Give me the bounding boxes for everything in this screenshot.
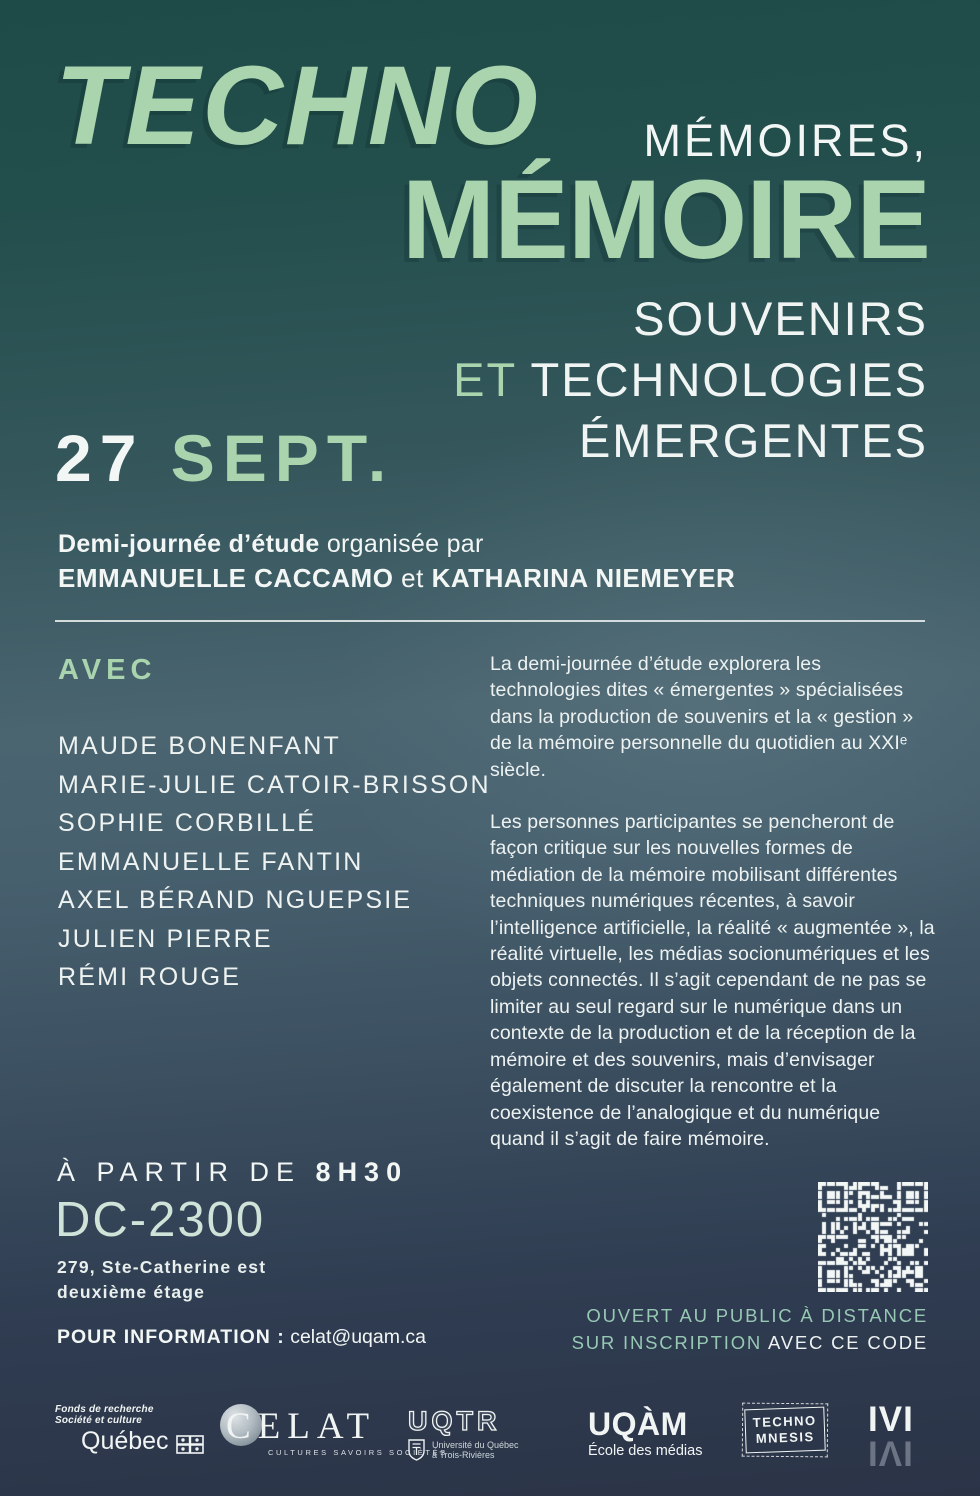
- tagline-technologies: TECHNOLOGIES: [516, 353, 928, 406]
- start-time-value: 8H30: [315, 1157, 409, 1187]
- uqtr-wordmark: UQTR: [408, 1406, 501, 1436]
- subtitle-memoires: MÉMOIRES,: [643, 115, 928, 166]
- organizers-line: [58, 561, 735, 595]
- contact-label: POUR INFORMATION :: [57, 1326, 285, 1348]
- contact-info: [57, 1326, 426, 1349]
- tagline-line1: SOUVENIRS: [633, 292, 928, 345]
- event-type: Demi-journée d’étude: [58, 530, 320, 558]
- technomnesis-line1: TECHNO: [752, 1412, 817, 1431]
- remote-line2-accent: SUR INSCRIPTION: [571, 1332, 763, 1353]
- event-date: [55, 421, 395, 495]
- organizer-connector: et: [393, 563, 432, 593]
- description-paragraph-2: Les personnes participantes se pencheront de façon critique sur les nouvelles formes de médiation de la mémoire mobilisant différentes techniques numériques récentes, à savoir l’intelligence artificielle, la réalité « augmentée », la réalité virtuelle, les médias socionumériques et les objets connectés. Il s’agit cependant de ne pas se limiter au seul regard sur le numérique dans un contexte de la production et de la réception de la mémoire et des souvenirs, mais d’envisager également de discuter la rencontre et la coexistence de l’analogique et du numérique quand il s’agit de faire mémoire.: [490, 811, 935, 1150]
- uqam-logo: [588, 1408, 702, 1459]
- technomnesis-line2: MNESIS: [755, 1428, 815, 1447]
- tagline: [453, 288, 928, 471]
- date-month: SEPT.: [170, 421, 395, 495]
- celat-subtitle: CULTURES SAVOIRS SOCIÉTÉS: [268, 1448, 448, 1457]
- speaker-name: MAUDE BONENFANT: [58, 732, 342, 760]
- address-line2: deuxième étage: [57, 1282, 206, 1302]
- technomnesis-logo: [745, 1408, 825, 1452]
- title-memoire: MÉMOIRE: [401, 157, 930, 282]
- start-time-label: À PARTIR DE: [57, 1157, 316, 1187]
- uqtr-logo: [408, 1408, 519, 1461]
- ivi-reflection: IVI: [868, 1433, 914, 1472]
- organizer-2: KATHARINA NIEMEYER: [431, 563, 736, 593]
- contact-email: celat@uqam.ca: [284, 1326, 426, 1348]
- description-paragraph-1: La demi-journée d’étude explorera les technologies dites « émergentes » spécialisées dans la production de souvenirs et la « gestion » de la mémoire personnelle du quotidien au XXIᵉ siècle.: [490, 653, 914, 781]
- speaker-name: AXEL BÉRAND NGUEPSIE: [58, 886, 413, 914]
- remote-line1: OUVERT AU PUBLIC À DISTANCE: [586, 1305, 928, 1326]
- address-line1: 279, Ste-Catherine est: [57, 1257, 267, 1277]
- organized-by-line: [58, 527, 484, 561]
- qr-code: [818, 1182, 928, 1292]
- ivi-logo: [868, 1400, 914, 1472]
- organizer-1: EMMANUELLE CACCAMO: [58, 563, 394, 593]
- speakers-heading: AVEC: [58, 654, 157, 686]
- title-techno: TECHNO: [55, 43, 540, 168]
- speaker-name: RÉMI ROUGE: [58, 963, 242, 991]
- celat-wordmark: CELAT: [226, 1406, 377, 1447]
- tagline-line3: ÉMERGENTES: [578, 414, 928, 467]
- room-number: DC-2300: [55, 1193, 266, 1247]
- organized-by-text: organisée par: [319, 530, 484, 558]
- remote-line2: [572, 1329, 928, 1356]
- speaker-name: SOPHIE CORBILLÉ: [58, 809, 317, 837]
- ivi-wordmark: IVI: [868, 1400, 914, 1439]
- uqtr-subtitle: Université du Québec à Trois-Rivières: [432, 1439, 519, 1460]
- date-number: 27: [55, 421, 171, 495]
- event-description: [490, 651, 937, 1178]
- address: [57, 1255, 266, 1305]
- remote-line2-rest: AVEC CE CODE: [762, 1332, 928, 1353]
- remote-access-note: [572, 1302, 928, 1356]
- tagline-line2: [453, 349, 928, 410]
- speaker-name: JULIEN PIERRE: [58, 924, 273, 953]
- quebec-wordmark: Québec: [81, 1427, 169, 1455]
- uqtr-shield-icon: [408, 1439, 425, 1461]
- frqsc-logo: [55, 1404, 204, 1454]
- speakers-list: [58, 727, 491, 997]
- tagline-et: ET: [453, 353, 517, 406]
- uqam-subtitle: École des médias: [588, 1443, 703, 1459]
- speaker-name: EMMANUELLE FANTIN: [58, 847, 364, 876]
- frqsc-text: Fonds de recherche Société et culture: [55, 1404, 154, 1426]
- start-time: [57, 1156, 408, 1188]
- divider-line: [55, 620, 925, 622]
- uqam-wordmark: UQÀM: [588, 1406, 688, 1442]
- quebec-flag-icon: [176, 1435, 204, 1454]
- speaker-name: MARIE-JULIE CATOIR-BRISSON: [58, 770, 491, 799]
